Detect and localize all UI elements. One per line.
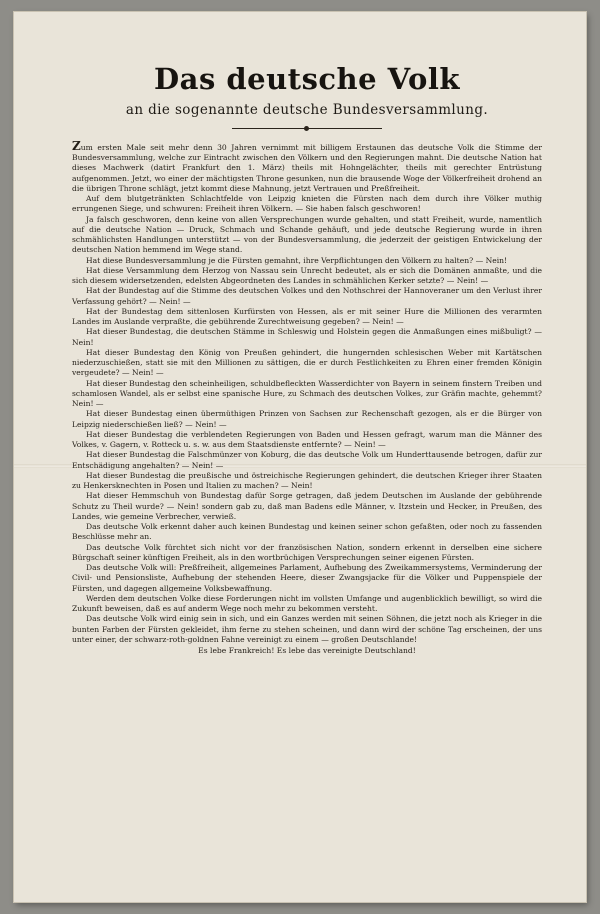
paragraph: Hat dieser Bundestag einen übermüthigen Prinzen von Sachsen zur Rechenschaft gezogen, als er die Bürger von Leipzig niederschießen ließ? — Nein! — [72,409,542,429]
paragraph: Hat dieser Bundestag die Falschmünzer von Koburg, die das deutsche Volk um Hunderttausende betrogen, dafür zur Entschädigung angehalten? — Nein! — [72,450,542,470]
document-content [72,64,542,656]
paragraph: Auf dem blutgetränkten Schlachtfelde von Leipzig knieten die Fürsten nach dem durch ihre Völker muthig errungenen Siege, und schwuren: Freiheit ihren Völkern. — Sie haben falsch geschworen! [72,194,542,214]
paragraph: Hat dieser Bundestag die verblendeten Regierungen von Baden und Hessen gefragt, warum man die Männer des Volkes, v. Gagern, v. Rotteck u. s. w. aus dem Staatsdienste entfernte? — Nein! — [72,429,542,450]
document-title: Das deutsche Volk [154,62,460,96]
paragraph: Das deutsche Volk wird einig sein in sich, und ein Ganzes werden mit seinen Söhnen, die jetzt noch als Krieger in die bunten Farben der Fürsten gekleidet, ihm ferne zu stehen scheinen, und dann wird der schöne Tag erscheinen, der uns unter einer, der schwarz-roth-goldnen Fahne vereinigt zu einem — großen Deutschlande! [72,614,542,644]
paragraph: Hat der Bundestag dem sittenlosen Kurfürsten von Hessen, als er mit seiner Hure die Millionen des verarmten Landes im Auslande verpraßte, die gebührende Zurechtweisung gegeben? — Nein! — [72,306,542,327]
paragraph: Hat diese Versammlung dem Herzog von Nassau sein Unrecht bedeutet, als er sich die Domänen anmaßte, und die sich diesem widersetzenden, edelsten Abgeordneten des Landes in schmählichen Kerker setzte? — Nein! — [72,265,542,286]
paragraph: Hat der Bundestag auf die Stimme des deutschen Volkes und den Nothschrei der Hannoveraner um den Verlust ihrer Verfassung gehört? — Nein! — [72,286,542,306]
paragraph: Hat dieser Bundestag die preußische und östreichische Regierungen gehindert, die deutschen Krieger ihrer Staaten zu Henkersknechten in Posen und Italien zu machen? — Nein! [72,470,542,491]
closing-line: Es lebe Frankreich! Es lebe das vereinigte Deutschland! [198,646,416,656]
proclamation-sheet [14,12,586,902]
document-subtitle: an die sogenannte deutsche Bundesversammlung. [125,101,489,118]
document-body [72,138,542,657]
paragraph: Hat dieser Bundestag, die deutschen Stämme in Schleswig und Holstein gegen die Anmaßungen eines mißbuligt? — Nein! [72,327,542,347]
paragraph: Hat dieser Bundestag den König von Preußen gehindert, die hungernden schlesischen Weber mit Kartätschen niederzuschießen, statt sie mit den Millionen zu sättigen, die er durch Festlichkeiten zu Ehren einer fremden Königin vergeudete? — Nein! — [72,347,542,378]
paragraph: Hat dieser Bundestag den scheinheiligen, schuldbefleckten Wasserdichter von Bayern in seinem finstern Treiben und schamlosen Wandel, als er selbst eine spanische Hure, zu Schmach des deutschen Volkes, zur Gräfin machte, gehemmt? Nein! — [72,378,542,409]
paragraph: Zum ersten Male seit mehr denn 30 Jahren vernimmt mit billigem Erstaunen das deutsche Volk die Stimme der Bundesversammlung, welche zur Eintracht zwischen den Völkern und den Regierungen mahnt. Die deutsche Nation hat dieses Machwerk (datirt Frankfurt den 1. März) theils mit Hohngelächter, theils mit gerechter Entrüstung aufgenommen. Jetzt, wo einer der mächtigsten Throne gesunken, nun die brausende Woge der Völkerfreiheit drohend an die übrigen Throne schlägt, jetzt kommt diese Mahnung, jetzt Vertrauen und Preßfreiheit. [72,138,542,193]
paragraph: Hat diese Bundesversammlung je die Fürsten gemahnt, ihre Verpflichtungen den Völkern zu halten? — Nein! [86,255,508,265]
paragraph: Das deutsche Volk will: Preßfreiheit, allgemeines Parlament, Aufhebung des Zweikammersystems, Verminderung der Civil- und Pensionsliste, Aufhebung der stehenden Heere, dieser Zwangsjacke für die Völker und Puppenspiele der Fürsten, und dagegen allgemeine Volksbewaffnung. [72,563,542,593]
paragraph: Werden dem deutschen Volke diese Forderungen nicht im vollsten Umfange und augenblicklich bewilligt, so wird die Zukunft beweisen, daß es auf anderm Wege noch mehr zu bekommen versteht. [72,593,542,614]
paragraph: Das deutsche Volk fürchtet sich nicht vor der französischen Nation, sondern erkennt in derselben eine sichere Bürgschaft seiner künftigen Freiheit, als in den wortbrüchigen Versprechungen seiner eigenen Fürsten. [72,542,542,562]
ornamental-rule [232,128,382,129]
paragraph: Ja falsch geschworen, denn keine von allen Versprechungen wurde gehalten, und statt Freiheit, wurde, namentlich auf die deutsche Nation — Druck, Schmach und Schande gehäuft, und jede deutsche Regierung wurde in ihren schmählichsten Handlungen unterstützt — von der Bundesversammlung, die jederzeit der geistigen Entwickelung der deutschen Nation hemmend im Wege stand. [72,214,542,255]
paragraph: Das deutsche Volk erkennt daher auch keinen Bundestag und keinen seiner schon gefaßten, oder noch zu fassenden Beschlüsse mehr an. [72,522,542,542]
paragraph: Hat dieser Hemmschuh von Bundestag dafür Sorge getragen, daß jedem Deutschen im Auslande der gebührende Schutz zu Theil wurde? — Nein! sondern gab zu, daß man Badens edle Männer, v. Itzstein und Hecker, in Preußen, des Landes, wie gemeine Verbrecher, verwieß. [72,491,542,521]
